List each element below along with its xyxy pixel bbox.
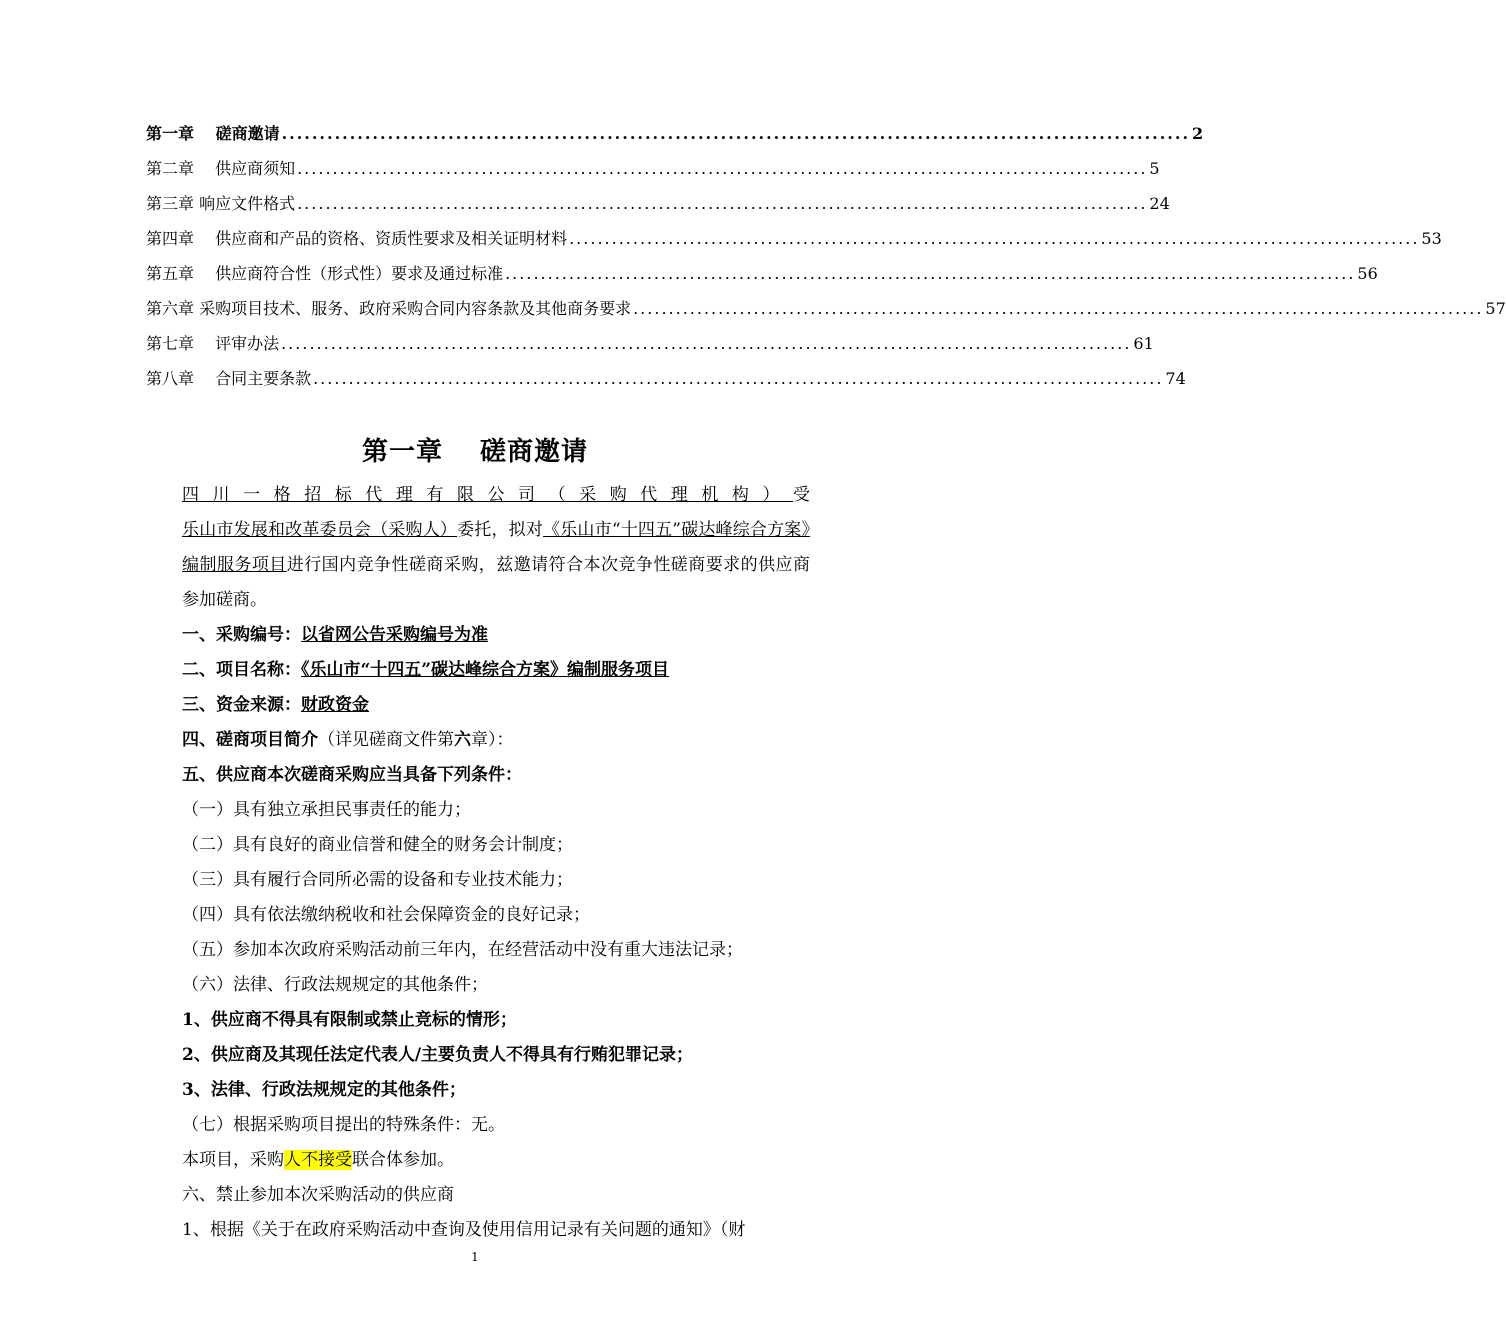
- item-fund-source: [146, 688, 810, 723]
- section-six-heading: 六、禁止参加本次采购活动的供应商: [182, 1185, 454, 1205]
- toc-entry-label: 第七章 评审办法: [146, 334, 280, 353]
- toc-entry[interactable]: [146, 296, 1506, 331]
- item-label: 一、采购编号：: [182, 625, 301, 645]
- item-project-name: [146, 653, 810, 688]
- bold-condition-item: 3、法律、行政法规规定的其他条件；: [182, 1080, 466, 1100]
- toc-leader-dots: ........................................................................................................................: [633, 299, 1484, 318]
- toc-leader-dots: ........................................................................................................................: [313, 369, 1164, 388]
- toc-entry[interactable]: [146, 366, 1186, 401]
- project-name-inline: 《乐山市“十四五”碳达峰综合方案》编制服务项目: [182, 520, 811, 575]
- toc-entry-label: 第一章 磋商邀请: [146, 124, 280, 143]
- toc-leader-dots: ........................................................................................................................: [281, 334, 1132, 353]
- intro-text-2: 委托，拟对: [457, 520, 544, 540]
- consortium-line: [146, 1143, 810, 1178]
- toc-leader-dots: ........................................................................................................................: [505, 264, 1356, 283]
- item-text-bold: 六: [454, 730, 471, 750]
- toc-entry[interactable]: [146, 331, 1154, 366]
- purchaser-name: 乐山市发展和改革委员会（采购人）: [182, 520, 458, 540]
- chapter-title: 第一章 磋商邀请: [361, 437, 589, 467]
- section-six-first-line: 1、根据《关于在政府采购活动中查询及使用信用记录有关问题的通知》（财: [182, 1220, 746, 1240]
- toc-leader-dots: ........................................................................................................................: [297, 194, 1148, 213]
- toc-entry-page: 56: [1357, 264, 1378, 283]
- item-label: 三、资金来源：: [182, 695, 301, 715]
- consortium-text: 联合体参加。: [352, 1150, 454, 1170]
- toc-leader-dots: ........................................................................................................................: [297, 159, 1148, 178]
- intro-paragraph: [146, 478, 810, 618]
- bold-condition-item: 2、供应商及其现任法定代表人/主要负责人不得具有行贿犯罪记录；: [182, 1045, 694, 1065]
- toc-entry-page: 57: [1485, 299, 1506, 318]
- toc-entry-label: 第五章 供应商符合性（形式性）要求及通过标准: [146, 264, 504, 283]
- toc-entry-label: 第二章 供应商须知: [146, 159, 296, 178]
- item-label: 二、项目名称：: [182, 660, 301, 680]
- toc-entry-page: 53: [1421, 229, 1442, 248]
- toc-entry-page: 74: [1165, 369, 1186, 388]
- item-project-intro: [146, 723, 810, 758]
- agency-name: 四川一格招标代理有限公司（采购代理机构）: [182, 485, 793, 505]
- toc-entry-label: 第三章 响应文件格式: [146, 194, 296, 213]
- toc-leader-dots: ........................................................................................................................: [569, 229, 1420, 248]
- toc-entry-page: 5: [1149, 159, 1160, 178]
- bold-condition-item: 1、供应商不得具有限制或禁止竞标的情形；: [182, 1010, 517, 1030]
- item-value: 财政资金: [301, 695, 369, 715]
- toc-entry-page: 24: [1149, 194, 1170, 213]
- conditions-list: [146, 793, 810, 1003]
- page-number: 1: [471, 1250, 479, 1264]
- condition-item: （一）具有独立承担民事责任的能力；: [182, 800, 471, 820]
- consortium-text: 本项目，采购: [182, 1150, 284, 1170]
- toc-entry-label: 第八章 合同主要条款: [146, 369, 312, 388]
- item-text: （详见磋商文件第: [318, 730, 454, 750]
- item-value: 以省网公告采购编号为准: [301, 625, 488, 645]
- table-of-contents: [146, 121, 1506, 401]
- item-label: 四、磋商项目简介: [182, 730, 318, 750]
- condition-item: （五）参加本次政府采购活动前三年内，在经营活动中没有重大违法记录；: [182, 940, 743, 960]
- toc-entry-page: 2: [1192, 124, 1204, 143]
- item-supplier-conditions: 五、供应商本次磋商采购应当具备下列条件：: [182, 765, 522, 785]
- condition-item: （三）具有履行合同所必需的设备和专业技术能力；: [182, 870, 573, 890]
- toc-entry-page: 61: [1133, 334, 1154, 353]
- toc-entry-label: 第六章 采购项目技术、服务、政府采购合同内容条款及其他商务要求: [146, 299, 632, 318]
- toc-entry-label: 第四章 供应商和产品的资格、资质性要求及相关证明材料: [146, 229, 568, 248]
- toc-leader-dots: ........................................................................................................................: [281, 124, 1191, 143]
- toc-entry[interactable]: [146, 121, 1204, 156]
- special-condition: （七）根据采购项目提出的特殊条件：无。: [182, 1115, 505, 1135]
- condition-item: （六）法律、行政法规规定的其他条件；: [182, 975, 488, 995]
- toc-entry[interactable]: [146, 191, 1170, 226]
- toc-entry[interactable]: [146, 261, 1378, 296]
- toc-entry[interactable]: [146, 156, 1160, 191]
- toc-entry[interactable]: [146, 226, 1442, 261]
- bold-conditions-list: [146, 1003, 810, 1108]
- item-procurement-number: [146, 618, 810, 653]
- highlighted-text: 人不接受: [284, 1150, 352, 1170]
- condition-item: （二）具有良好的商业信誉和健全的财务会计制度；: [182, 835, 573, 855]
- intro-text-3: 进行国内竞争性磋商采购，兹邀请符合本次竞争性磋商要求的供应商参加磋商。: [182, 555, 811, 610]
- item-value: 《乐山市“十四五”碳达峰综合方案》编制服务项目: [301, 660, 670, 680]
- item-text: 章）：: [471, 730, 514, 750]
- condition-item: （四）具有依法缴纳税收和社会保障资金的良好记录；: [182, 905, 590, 925]
- document-body: [146, 478, 810, 1248]
- intro-text-1: 受: [793, 485, 810, 505]
